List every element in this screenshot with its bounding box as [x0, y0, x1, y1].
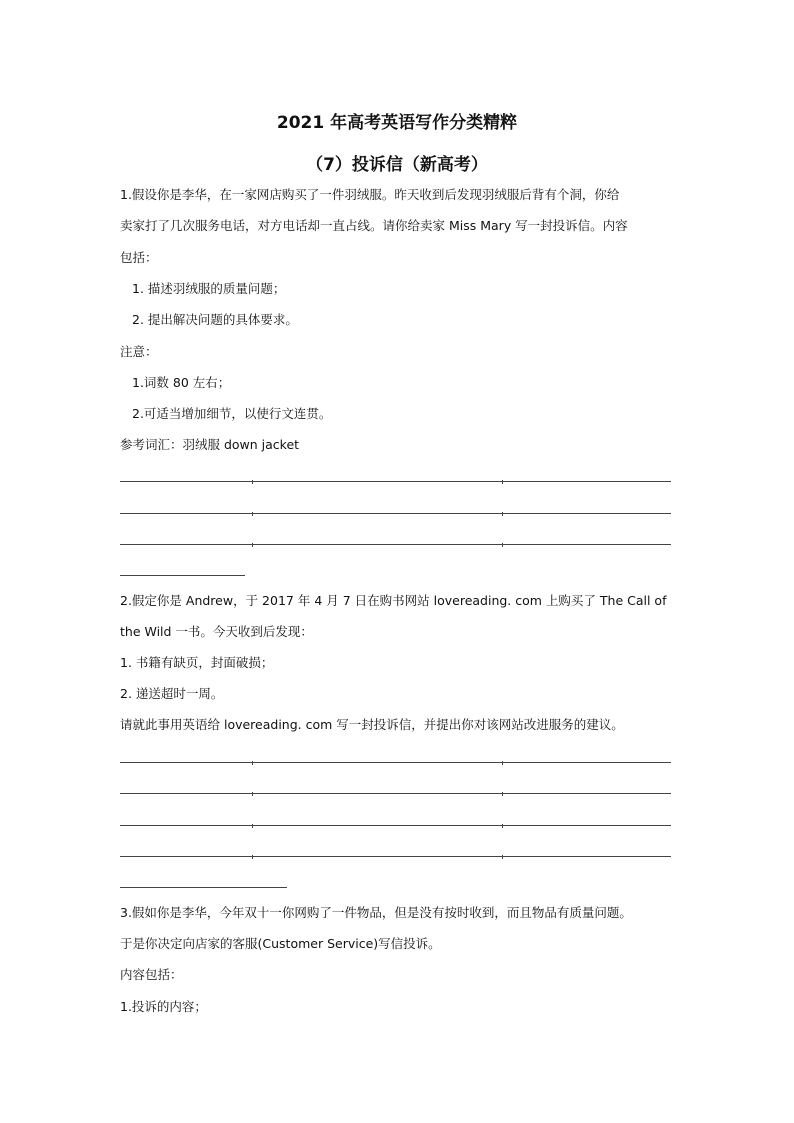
q1-answer-line-short: [120, 575, 245, 576]
q2-prompt-line-2: the Wild 一书。今天收到后发现：: [120, 624, 313, 639]
page-title: 2021 年高考英语写作分类精粹: [276, 113, 518, 133]
q2-item-2: 2. 递送超时一周。: [120, 686, 224, 701]
q1-item-1: 1. 描述羽绒服的质量问题；: [132, 281, 286, 296]
q3-item-1: 1.投诉的内容；: [120, 999, 207, 1014]
q1-prompt-line-3: 包括：: [120, 250, 158, 265]
q2-answer-line: [120, 825, 671, 826]
q2-answer-line: [120, 793, 671, 794]
q1-note-1: 1.词数 80 左右；: [132, 375, 231, 390]
q3-prompt-line-1: 3.假如你是李华，今年双十一你网购了一件物品，但是没有按时收到，而且物品有质量问题。: [120, 905, 632, 920]
page-subtitle: （7）投诉信（新高考）: [306, 155, 488, 175]
q1-prompt-line-1: 1.假设你是李华，在一家网店购买了一件羽绒服。昨天收到后发现羽绒服后背有个洞，你给: [120, 187, 620, 202]
q2-item-1: 1. 书籍有缺页，封面破损；: [120, 655, 274, 670]
q1-answer-line: [120, 544, 671, 545]
q3-prompt-line-2: 于是你决定向店家的客服(Customer Service)写信投诉。: [120, 936, 441, 951]
q3-prompt-line-3: 内容包括：: [120, 967, 183, 982]
q1-prompt-line-2: 卖家打了几次服务电话，对方电话却一直占线。请你给卖家 Miss Mary 写一封投诉信。内容: [120, 218, 628, 233]
q2-prompt-line-1: 2.假定你是 Andrew，于 2017 年 4 月 7 日在购书网站 lovereading. com 上购买了 The Call of: [120, 593, 667, 608]
q1-note-label: 注意：: [120, 344, 158, 359]
q1-note-2: 2.可适当增加细节，以使行文连贯。: [132, 406, 332, 421]
q1-answer-line: [120, 513, 671, 514]
q2-prompt-line-3: 请就此事用英语给 lovereading. com 写一封投诉信，并提出你对该网站改进服务的建议。: [120, 717, 624, 732]
q1-answer-line: [120, 481, 671, 482]
q1-item-2: 2. 提出解决问题的具体要求。: [132, 312, 298, 327]
q2-answer-line: [120, 762, 671, 763]
q2-answer-line-short: [120, 887, 287, 888]
q1-vocab: 参考词汇：羽绒服 down jacket: [120, 437, 300, 452]
q2-answer-line: [120, 856, 671, 857]
